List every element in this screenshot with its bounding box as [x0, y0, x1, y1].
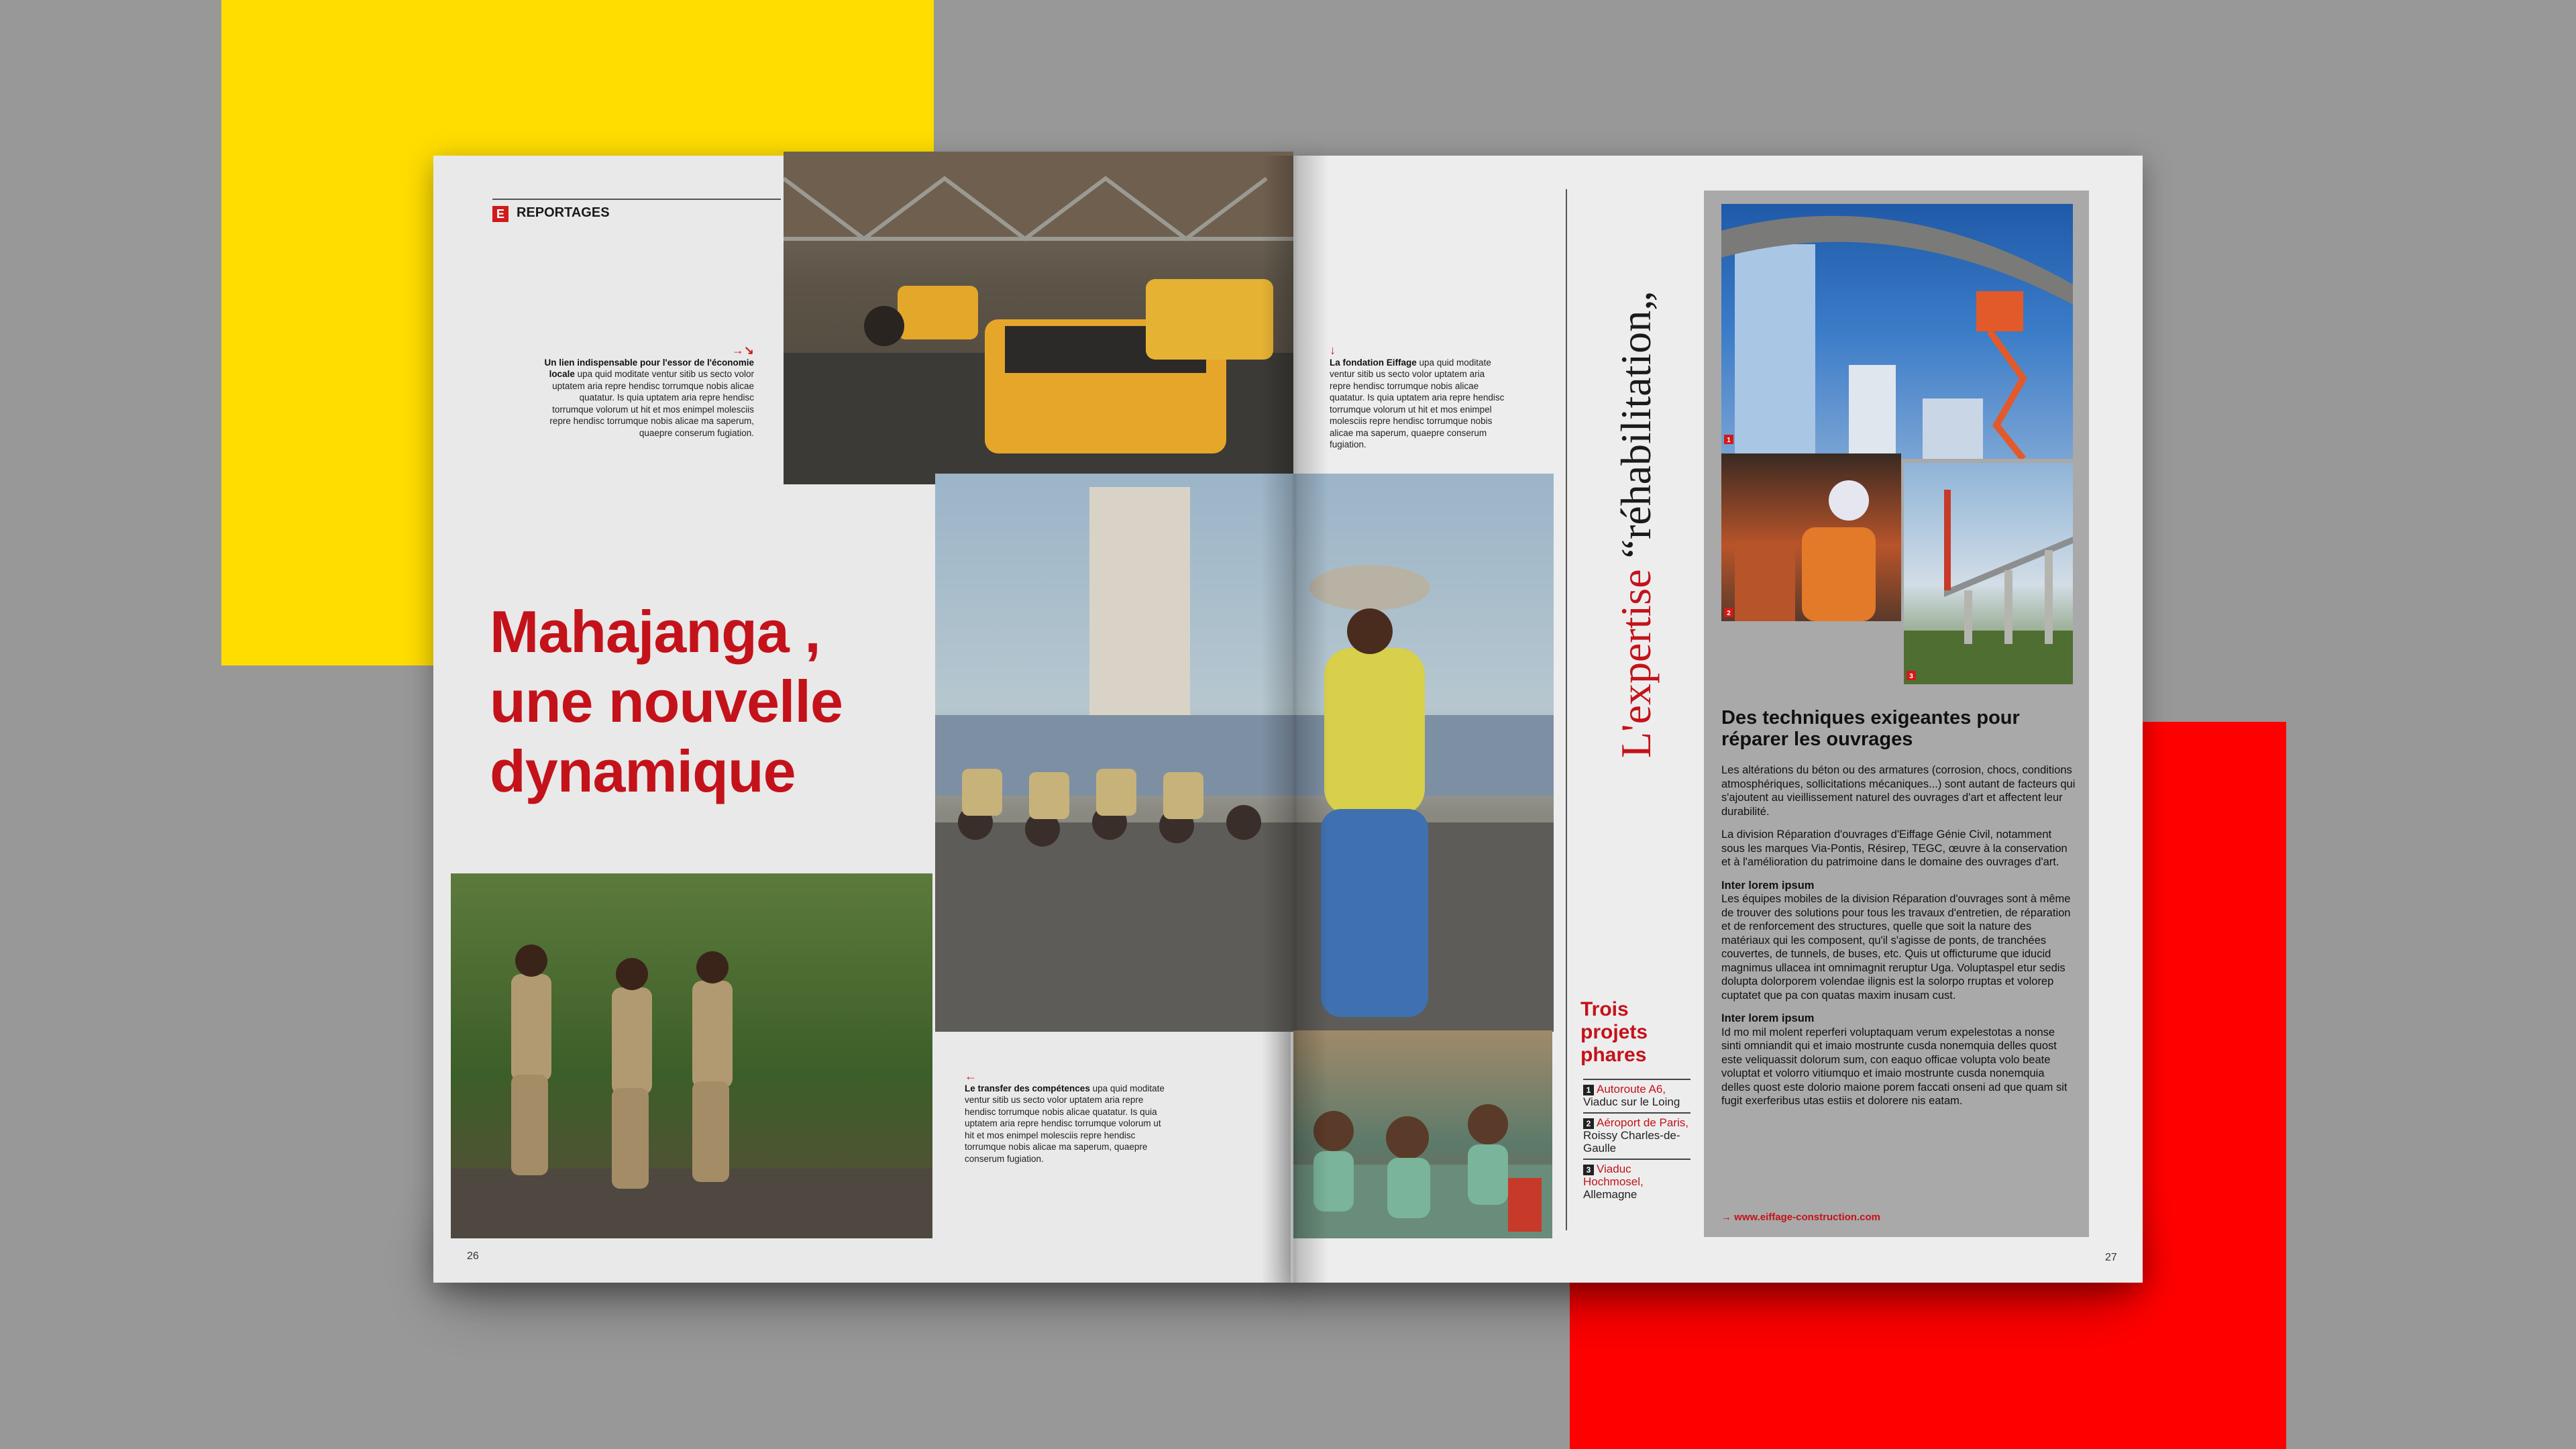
- photo-students-walking: [451, 873, 932, 1238]
- caption-bold: La fondation Eiffage: [1330, 357, 1417, 368]
- headline-line: dynamique: [490, 738, 796, 804]
- photo-number-2: 2: [1727, 610, 1731, 617]
- viaduct-scene: [1904, 463, 2073, 684]
- bridge-scene: [784, 152, 1293, 484]
- photo-classroom-children: [1293, 1030, 1552, 1238]
- caption-text: upa quid moditate ventur sitib us secto volor uptatem aria repre hendisc torrumque nobis alicae quatatur. Is quia uptatem aria repre hendisc torrumque volorum ut hit et mos enimpel molesciis repre hendisc torrumque nobis alicae ma saperum, quaepre conserum fugiation.: [965, 1083, 1165, 1164]
- arrow-left-icon: ←: [965, 1069, 977, 1083]
- number-badge: 1: [1583, 1085, 1594, 1095]
- arrow-down-icon: ↓: [1330, 343, 1336, 357]
- vertical-title-prefix: L'expertise: [1612, 558, 1660, 758]
- list-item: [1583, 1112, 1690, 1159]
- website-link[interactable]: [1721, 1212, 1880, 1223]
- article-body: [1721, 763, 2076, 1118]
- section-label: REPORTAGES: [517, 205, 610, 220]
- project-highlight: Aéroport de Paris,: [1597, 1116, 1689, 1129]
- number-badge: 2: [1583, 1118, 1594, 1129]
- caption-text: upa quid moditate ventur sitib us secto volor uptatem aria repre hendisc torrumque nobis alicae quatatur. Is quia uptatem aria repre hendisc torrumque volorum ut hit et mos enimpel molesciis repre hendisc torrumque nobis alicae ma saperum, quaepre conserum fugiation.: [1330, 357, 1505, 449]
- paragraph: Les équipes mobiles de la division Réparation d'ouvrages sont à même de trouver des solutions pour tous les travaux d'entretien, de réparation et de renforcement des structures, quelle que soit la nature des matériaux qui les composent, qu'il s'agisse de ponts, de tranchées couvertes, de tunnels, de buses, etc. Quis ut officturume que iducid magnimus ullacea int omnimagnit reruptur Uga. Voluptaspel etur sedis dolupta dolorporem volendae ilignis est la solorpo rruptas et volorep cuptatet que pa con quatas maxim inusam cust.: [1721, 893, 2071, 1002]
- caption-bold: Un lien indispensable pour l'essor de l'économie locale: [544, 357, 754, 379]
- page-number-right: 27: [2105, 1252, 2117, 1263]
- caption-economie-locale: [542, 345, 754, 439]
- list-item: [1583, 1159, 1690, 1205]
- project-highlight: Viaduc Hochmosel,: [1583, 1163, 1644, 1188]
- caption-bold: Le transfer des compétences: [965, 1083, 1090, 1093]
- caption-transfert-competences: [965, 1071, 1166, 1165]
- eiffage-logo-icon: E: [492, 206, 508, 222]
- vertical-rule: [1566, 189, 1567, 1230]
- projects-heading: Trois projets phares: [1580, 998, 1648, 1066]
- paragraph: Les altérations du béton ou des armatures (corrosion, chocs, conditions atmosphériques, sollicitations mécaniques...) sont autant de facteurs qui s'ajoutent au vieillissement naturel des ouvrages d'art et affectent leur durabilité.: [1721, 764, 2076, 818]
- photo-worker: [1721, 453, 1901, 621]
- page-number-left: 26: [467, 1250, 479, 1262]
- paragraph: Id mo mil molent reperferi voluptaquam verum expelestotas a nonse sinti omniandit qui et imaio mostrunte cusda nonemquia delles quost este veliquassit dolorum sum, con eaquo officae volupta volo beate voluptat et volorro vitiumquo et imaio mostrunte cusda nonemquia delles quost este dolorio maione porem faccati onseni ad que quam sit fugit exerferibus utas estiis et dolorere nis eatam.: [1721, 1026, 2068, 1107]
- classroom-scene: [1293, 1030, 1552, 1238]
- project-highlight: Autoroute A6,: [1597, 1083, 1666, 1095]
- project-rest: Allemagne: [1583, 1188, 1638, 1201]
- photo-viaduct: [1904, 463, 2073, 684]
- headline-line: une nouvelle: [490, 668, 843, 735]
- caption-fondation-eiffage: [1330, 345, 1507, 451]
- arrow-right-icon: →: [1721, 1212, 1731, 1223]
- headline-line: Mahajanga ,: [490, 598, 820, 665]
- website-link-text[interactable]: www.eiffage-construction.com: [1734, 1212, 1880, 1223]
- arrow-right-down-icon: →↘: [731, 343, 754, 357]
- towers-scene: [1721, 204, 2073, 459]
- article-title: Des techniques exigeantes pour réparer les ouvrages: [1721, 707, 2020, 750]
- list-item: [1583, 1079, 1690, 1112]
- subheading: Inter lorem ipsum: [1721, 1012, 1815, 1024]
- project-rest: Viaduc sur le Loing: [1583, 1095, 1680, 1108]
- projects-list: [1583, 1079, 1690, 1205]
- photo-number-3: 3: [1909, 673, 1913, 680]
- photo-towers-viaduct: [1721, 204, 2073, 459]
- project-rest: Roissy Charles-de-Gaulle: [1583, 1129, 1680, 1155]
- spine-gutter: [1261, 156, 1328, 1283]
- vertical-title-quoted: “réhabilitation„: [1612, 291, 1660, 559]
- number-badge: 3: [1583, 1165, 1594, 1175]
- photo-bridge-traffic: [784, 152, 1293, 484]
- paragraph: La division Réparation d'ouvrages d'Eiffage Génie Civil, notamment sous les marques Via-Pontis, Résirep, TEGC, œuvre à la conservation et à l'amélioration du patrimoine dans le domaine des ouvrages d'art.: [1721, 828, 2068, 868]
- header-rule: [492, 199, 781, 200]
- photo-street-woman: [935, 474, 1554, 1032]
- vertical-title: [1611, 291, 1661, 758]
- street-scene: [935, 474, 1554, 1032]
- caption-text: upa quid moditate ventur sitib us secto volor uptatem aria repre hendisc torrumque nobis alicae quatatur. Is quia uptatem aria repre hendisc torrumque volorum ut hit et mos enimpel molesciis repre hendisc torrumque nobis alicae ma saperum, quaepre conserum fugiation.: [549, 369, 754, 438]
- photo-number-1: 1: [1727, 437, 1731, 444]
- walkers-scene: [451, 873, 932, 1238]
- main-headline: [490, 597, 919, 806]
- worker-scene: [1721, 453, 1901, 621]
- subheading: Inter lorem ipsum: [1721, 879, 1815, 892]
